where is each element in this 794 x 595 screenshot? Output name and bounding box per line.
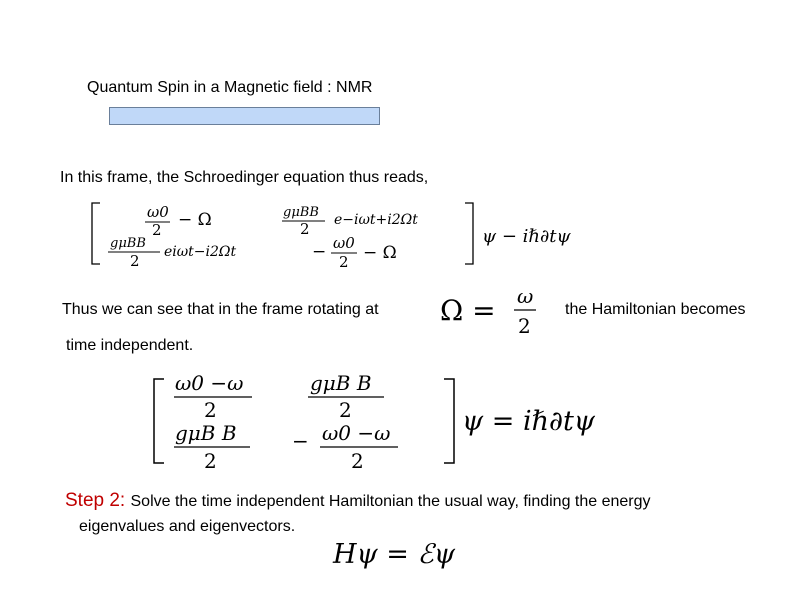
eq1-left-bracket <box>92 203 100 264</box>
hamiltonian-sentence: the Hamiltonian becomes <box>565 301 746 318</box>
eq1-a21-numerator: gμBB <box>110 236 146 251</box>
step-2-label: Step 2: <box>65 490 126 511</box>
eq2-lhs: Ω = <box>440 294 496 327</box>
eq3-right-bracket <box>444 379 454 463</box>
rotating-frame-sentence: Thus we can see that in the frame rotating at <box>62 301 379 318</box>
equation-3 <box>154 371 596 473</box>
eq1-a22-minus: − <box>312 242 327 262</box>
eq2-numerator: ω <box>517 284 534 308</box>
eq1-right-bracket <box>465 203 473 264</box>
eq1-a11-denominator: 2 <box>152 221 162 239</box>
eq4-eigenvalue-equation: Hψ = ℰψ <box>333 539 456 570</box>
eq3-a22-denominator: 2 <box>351 449 364 473</box>
eq3-a22-numerator: ω0 −ω <box>322 421 391 445</box>
time-independent-sentence: time independent. <box>66 337 194 354</box>
eq1-a12-exponential: e−iωt+i2Ωt <box>334 212 418 228</box>
eq3-a22-minus: − <box>292 429 309 453</box>
eq1-a21-denominator: 2 <box>130 252 140 270</box>
eq3-a11-numerator: ω0 −ω <box>175 371 244 395</box>
eq1-a11-numerator: ω0 <box>147 203 169 221</box>
eq1-a21-exponential: eiωt−i2Ωt <box>164 244 237 260</box>
eq3-a11-denominator: 2 <box>204 398 217 422</box>
equation-1 <box>92 203 572 271</box>
eq1-a12-denominator: 2 <box>300 220 310 238</box>
eq1-a22-rest: − Ω <box>363 243 397 263</box>
frame-sentence: In this frame, the Schroedinger equation thus reads, <box>60 169 429 186</box>
eq2-denominator: 2 <box>518 314 531 338</box>
eq3-right-hand-side: ψ = iℏ∂tψ <box>462 406 595 437</box>
eq3-left-bracket <box>154 379 164 463</box>
eq1-a11-rest: − Ω <box>178 210 212 230</box>
eq3-a12-numerator: gμB B <box>310 371 372 395</box>
eq3-a12-denominator: 2 <box>339 398 352 422</box>
eq3-a21-denominator: 2 <box>204 449 217 473</box>
slide-title: Quantum Spin in a Magnetic field : NMR <box>87 79 373 96</box>
eq1-a22-denominator: 2 <box>339 253 349 271</box>
eq3-a21-numerator: gμB B <box>175 421 237 445</box>
eq1-a12-numerator: gμBB <box>283 205 319 220</box>
equation-2 <box>440 284 536 338</box>
equation-4 <box>332 539 456 570</box>
step-2-text-continued: eigenvalues and eigenvectors. <box>79 518 296 535</box>
eq1-right-hand-side: ψ − iℏ∂tψ <box>482 226 571 247</box>
eq1-a22-numerator: ω0 <box>333 234 355 252</box>
step-2-text: Solve the time independent Hamiltonian the usual way, finding the energy <box>130 493 651 510</box>
